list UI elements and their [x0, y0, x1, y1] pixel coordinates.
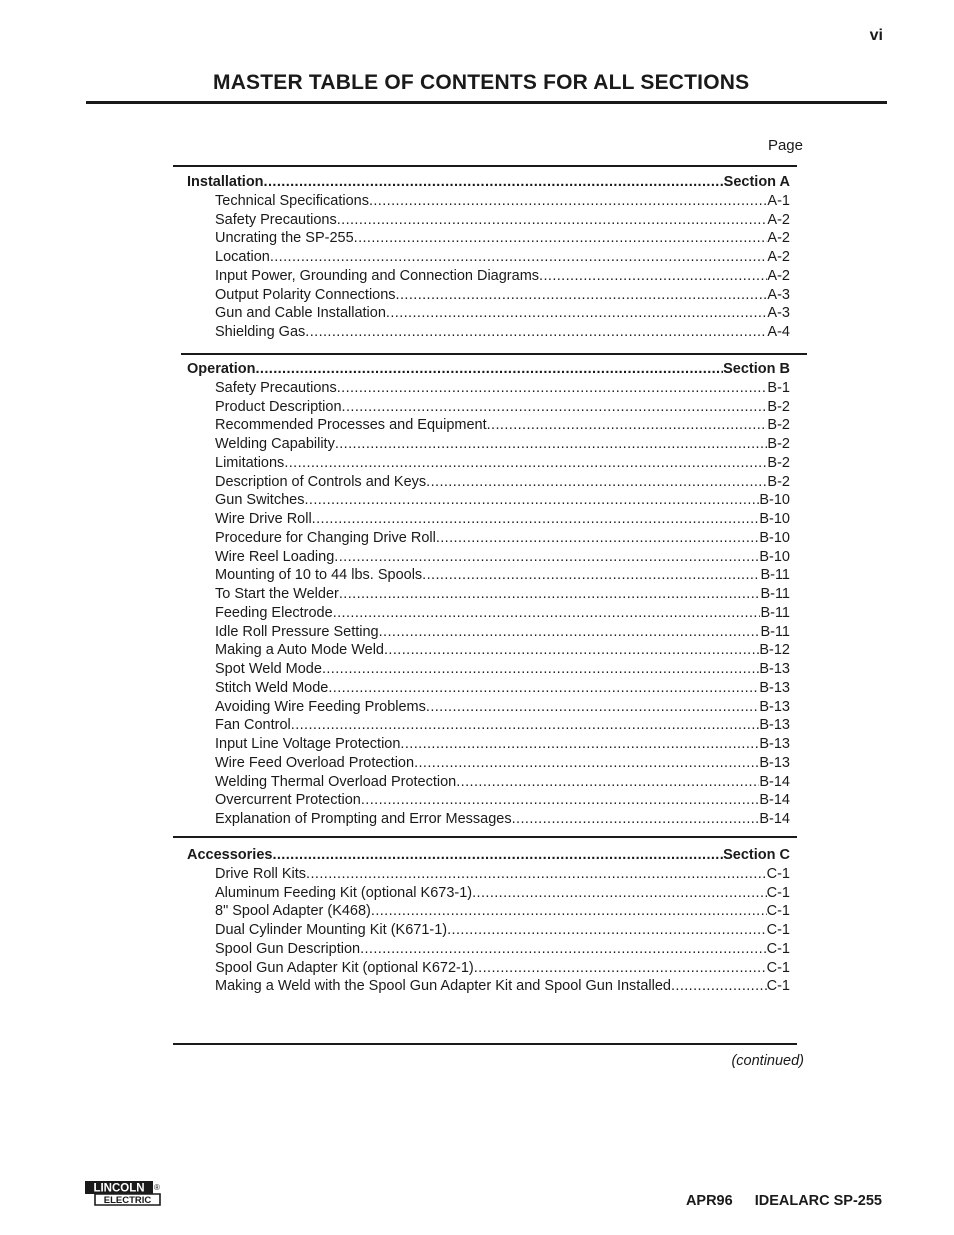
toc-entry-page: B-2 — [767, 454, 790, 471]
leader-dots — [512, 810, 760, 829]
toc-entry[interactable] — [187, 435, 790, 454]
toc-entry[interactable] — [187, 473, 790, 492]
toc-entry-page: C-1 — [766, 978, 790, 995]
leader-dots — [384, 641, 759, 660]
leader-dots — [426, 698, 759, 717]
toc-entry-page: B-12 — [759, 642, 790, 659]
toc-entry-page: A-3 — [767, 286, 790, 303]
toc-entry-label: Wire Drive Roll — [215, 511, 312, 527]
toc-entry[interactable] — [187, 304, 790, 323]
toc-entry[interactable] — [187, 754, 790, 773]
toc-entry-label: Aluminum Feeding Kit (optional K673-1) — [215, 884, 473, 901]
leader-dots — [306, 865, 767, 884]
leader-dots — [472, 884, 767, 903]
toc-entry-label: Output Polarity Connections — [215, 286, 396, 303]
toc-entry[interactable] — [187, 959, 790, 978]
toc-section-installation — [187, 173, 790, 342]
leader-dots — [291, 716, 760, 735]
leader-dots — [270, 248, 768, 267]
toc-entry-label: Explanation of Prompting and Error Messages — [215, 811, 512, 827]
toc-entry-label: Making a Weld with the Spool Gun Adapter Kit and Spool Gun Installed — [215, 978, 671, 995]
footer-model: IDEALARC SP-255 — [754, 1193, 882, 1209]
toc-entry-label: Avoiding Wire Feeding Problems — [215, 698, 426, 715]
leader-dots — [312, 510, 760, 529]
leader-dots — [379, 623, 761, 642]
toc-heading-page: Section B — [723, 361, 790, 377]
toc-entry-label: Limitations — [215, 454, 285, 471]
toc-entry[interactable] — [187, 810, 790, 829]
toc-entry[interactable] — [187, 865, 790, 884]
toc-entry-label: Description of Controls and Keys — [215, 473, 427, 490]
toc-entry-page: B-13 — [759, 679, 790, 696]
toc-entry[interactable] — [187, 641, 790, 660]
toc-entry[interactable] — [187, 379, 790, 398]
leader-dots — [671, 977, 767, 996]
toc-entry[interactable] — [187, 716, 790, 735]
toc-entry-page: B-13 — [759, 717, 790, 734]
section-divider — [173, 836, 797, 838]
toc-entry-label: To Start the Welder — [215, 586, 339, 602]
toc-entry-label: Mounting of 10 to 44 lbs. Spools — [215, 567, 423, 584]
toc-entry-page: B-10 — [759, 529, 790, 546]
toc-entry-label: Overcurrent Protection — [215, 792, 361, 809]
leader-dots — [354, 229, 768, 248]
leader-dots — [360, 940, 767, 959]
toc-entry-page: B-2 — [767, 436, 790, 452]
leader-dots — [361, 791, 759, 810]
toc-entry[interactable] — [187, 566, 790, 585]
toc-entry-page: B-10 — [759, 492, 790, 509]
toc-entry-label: Input Power, Grounding and Connection Diagrams — [215, 267, 540, 284]
logo-line1: LINCOLN — [93, 1182, 145, 1195]
leader-dots — [335, 435, 768, 454]
leader-dots — [305, 323, 767, 342]
top-rule — [173, 165, 797, 167]
toc-entry-page: B-2 — [767, 473, 790, 490]
toc-entry[interactable] — [187, 548, 790, 567]
registered-mark-icon: ® — [154, 1183, 160, 1192]
toc-entry-label: Stitch Weld Mode — [215, 679, 329, 696]
toc-entry-page: B-10 — [759, 548, 790, 565]
page-column-header: Page — [767, 137, 803, 154]
toc-entry-page: C-1 — [766, 903, 790, 920]
toc-entry-label: Procedure for Changing Drive Roll — [215, 529, 436, 546]
toc-entry-label: Technical Specifications — [215, 192, 369, 209]
leader-dots — [339, 585, 761, 604]
leader-dots — [284, 454, 767, 473]
leader-dots — [422, 566, 760, 585]
toc-entry-page: B-2 — [767, 398, 790, 415]
leader-dots — [337, 211, 768, 230]
toc-entry-label: Wire Feed Overload Protection — [215, 754, 415, 771]
toc-entry-label: Safety Precautions — [215, 379, 337, 396]
toc-entry-label: Dual Cylinder Mounting Kit (K671-1) — [215, 922, 448, 938]
leader-dots — [456, 773, 759, 792]
toc-entry-label: Gun Switches — [215, 492, 305, 509]
toc-entry-page: A-3 — [767, 305, 790, 322]
toc-entry[interactable] — [187, 623, 790, 642]
page-title: MASTER TABLE OF CONTENTS FOR ALL SECTIONS — [213, 71, 750, 94]
toc-entry[interactable] — [187, 679, 790, 698]
toc-entry-label: Location — [215, 249, 270, 265]
leader-dots — [487, 416, 768, 435]
toc-entry[interactable] — [187, 229, 790, 248]
toc-entry-page: B-13 — [759, 661, 790, 677]
toc-entry-label: Spool Gun Adapter Kit (optional K672-1) — [215, 959, 474, 976]
leader-dots — [414, 754, 759, 773]
toc-entry-page: C-1 — [766, 884, 790, 901]
page-number: vi — [869, 27, 883, 44]
toc-entry-label: Making a Auto Mode Weld — [215, 642, 384, 659]
toc-entry-page: C-1 — [766, 959, 790, 976]
toc-entry[interactable] — [187, 398, 790, 417]
toc-entry-page: B-2 — [767, 417, 790, 434]
toc-entry-page: B-11 — [760, 623, 790, 640]
toc-entry[interactable] — [187, 940, 790, 959]
toc-entry-label: Idle Roll Pressure Setting — [215, 623, 379, 640]
toc-entry-page: B-13 — [759, 736, 790, 752]
bottom-rule — [173, 1043, 797, 1045]
leader-dots — [334, 548, 759, 567]
leader-dots — [371, 902, 767, 921]
leader-dots — [255, 360, 723, 379]
toc-heading-accessories[interactable] — [187, 846, 790, 865]
toc-entry-label: Feeding Electrode — [215, 604, 333, 621]
toc-heading-label: Operation — [187, 361, 256, 377]
toc-entry-page: C-1 — [766, 922, 790, 938]
toc-entry-page: C-1 — [766, 940, 790, 957]
toc-entry-label: Product Description — [215, 398, 342, 415]
toc-heading-page: Section C — [723, 847, 790, 863]
toc-entry-page: B-11 — [760, 586, 790, 602]
toc-entry[interactable] — [187, 416, 790, 435]
toc-entry-page: B-1 — [767, 379, 790, 396]
toc-entry-page: C-1 — [766, 865, 790, 882]
toc-heading-label: Accessories — [187, 847, 273, 863]
logo-line2: ELECTRIC — [103, 1195, 152, 1206]
toc-entry-label: Drive Roll Kits — [215, 865, 307, 882]
toc-entry-label: Safety Precautions — [215, 211, 337, 228]
toc-entry-page: B-11 — [760, 567, 790, 584]
leader-dots — [396, 286, 768, 305]
toc-entry-page: A-2 — [767, 211, 790, 228]
toc-entry-label: Wire Reel Loading — [215, 548, 335, 565]
leader-dots — [322, 660, 759, 679]
toc-entry[interactable] — [187, 192, 790, 211]
footer-date: APR96 — [685, 1193, 733, 1209]
toc-section-accessories — [187, 846, 790, 996]
toc-entry[interactable] — [187, 977, 790, 996]
toc-entry[interactable] — [187, 773, 790, 792]
toc-entry-page: B-13 — [759, 754, 790, 771]
toc-entry[interactable] — [187, 248, 790, 267]
toc-entry[interactable] — [187, 660, 790, 679]
toc-entry-page: B-14 — [759, 792, 790, 809]
section-divider — [181, 353, 807, 355]
toc-entry[interactable] — [187, 604, 790, 623]
toc-section-operation — [187, 360, 790, 829]
leader-dots — [264, 173, 724, 192]
toc-entry[interactable] — [187, 491, 790, 510]
toc-entry-label: Spot Weld Mode — [215, 661, 322, 677]
leader-dots — [474, 959, 767, 978]
leader-dots — [386, 304, 768, 323]
toc-entry[interactable] — [187, 211, 790, 230]
toc-entry-label: Gun and Cable Installation — [215, 305, 386, 322]
toc-heading-installation[interactable] — [187, 173, 790, 192]
toc-entry[interactable] — [187, 510, 790, 529]
toc-entry[interactable] — [187, 323, 790, 342]
toc-entry-page: B-13 — [759, 698, 790, 715]
toc-heading-page: Section A — [723, 174, 790, 190]
leader-dots — [539, 267, 767, 286]
toc-entry-page: B-11 — [760, 604, 790, 621]
leader-dots — [304, 491, 759, 510]
toc-entry[interactable] — [187, 698, 790, 717]
leader-dots — [333, 604, 761, 623]
toc-entry-page: A-4 — [767, 324, 790, 340]
toc-entry[interactable] — [187, 454, 790, 473]
toc-entry-page: B-14 — [759, 773, 790, 790]
toc-entry[interactable] — [187, 791, 790, 810]
toc-entry-label: Recommended Processes and Equipment — [215, 417, 487, 434]
toc-entry-label: Fan Control — [215, 717, 291, 734]
title-rule — [86, 101, 887, 104]
footer — [686, 1193, 882, 1209]
toc-entry[interactable] — [187, 902, 790, 921]
toc-entry-label: Spool Gun Description — [215, 940, 361, 957]
leader-dots — [369, 192, 767, 211]
toc-entry[interactable] — [187, 921, 790, 940]
toc-entry-page: B-14 — [759, 811, 790, 827]
leader-dots — [447, 921, 767, 940]
toc-entry-label: Input Line Voltage Protection — [215, 736, 401, 752]
leader-dots — [342, 398, 768, 417]
toc-entry-label: Shielding Gas — [215, 324, 306, 340]
toc-entry-page: B-10 — [759, 511, 790, 527]
toc-entry-page: A-2 — [767, 249, 790, 265]
leader-dots — [328, 679, 759, 698]
toc-entry-page: A-1 — [767, 192, 790, 209]
leader-dots — [400, 735, 759, 754]
leader-dots — [426, 473, 767, 492]
toc-entry-label: 8" Spool Adapter (K468) — [215, 903, 371, 920]
lincoln-electric-logo — [83, 1178, 163, 1208]
toc-entry-label: Welding Thermal Overload Protection — [215, 773, 457, 790]
toc-heading-operation[interactable] — [187, 360, 790, 379]
toc-entry[interactable] — [187, 735, 790, 754]
toc-entry[interactable] — [187, 585, 790, 604]
toc-heading-label: Installation — [187, 174, 264, 190]
toc-entry[interactable] — [187, 286, 790, 305]
toc-entry-page: A-2 — [767, 267, 790, 284]
toc-entry[interactable] — [187, 267, 790, 286]
toc-entry[interactable] — [187, 529, 790, 548]
toc-entry-label: Welding Capability — [215, 436, 335, 452]
leader-dots — [436, 529, 760, 548]
toc-entry-label: Uncrating the SP-255 — [215, 230, 354, 247]
continued-note: (continued) — [731, 1053, 804, 1069]
toc-entry[interactable] — [187, 884, 790, 903]
leader-dots — [272, 846, 723, 865]
toc-entry-page: A-2 — [767, 230, 790, 247]
leader-dots — [337, 379, 768, 398]
